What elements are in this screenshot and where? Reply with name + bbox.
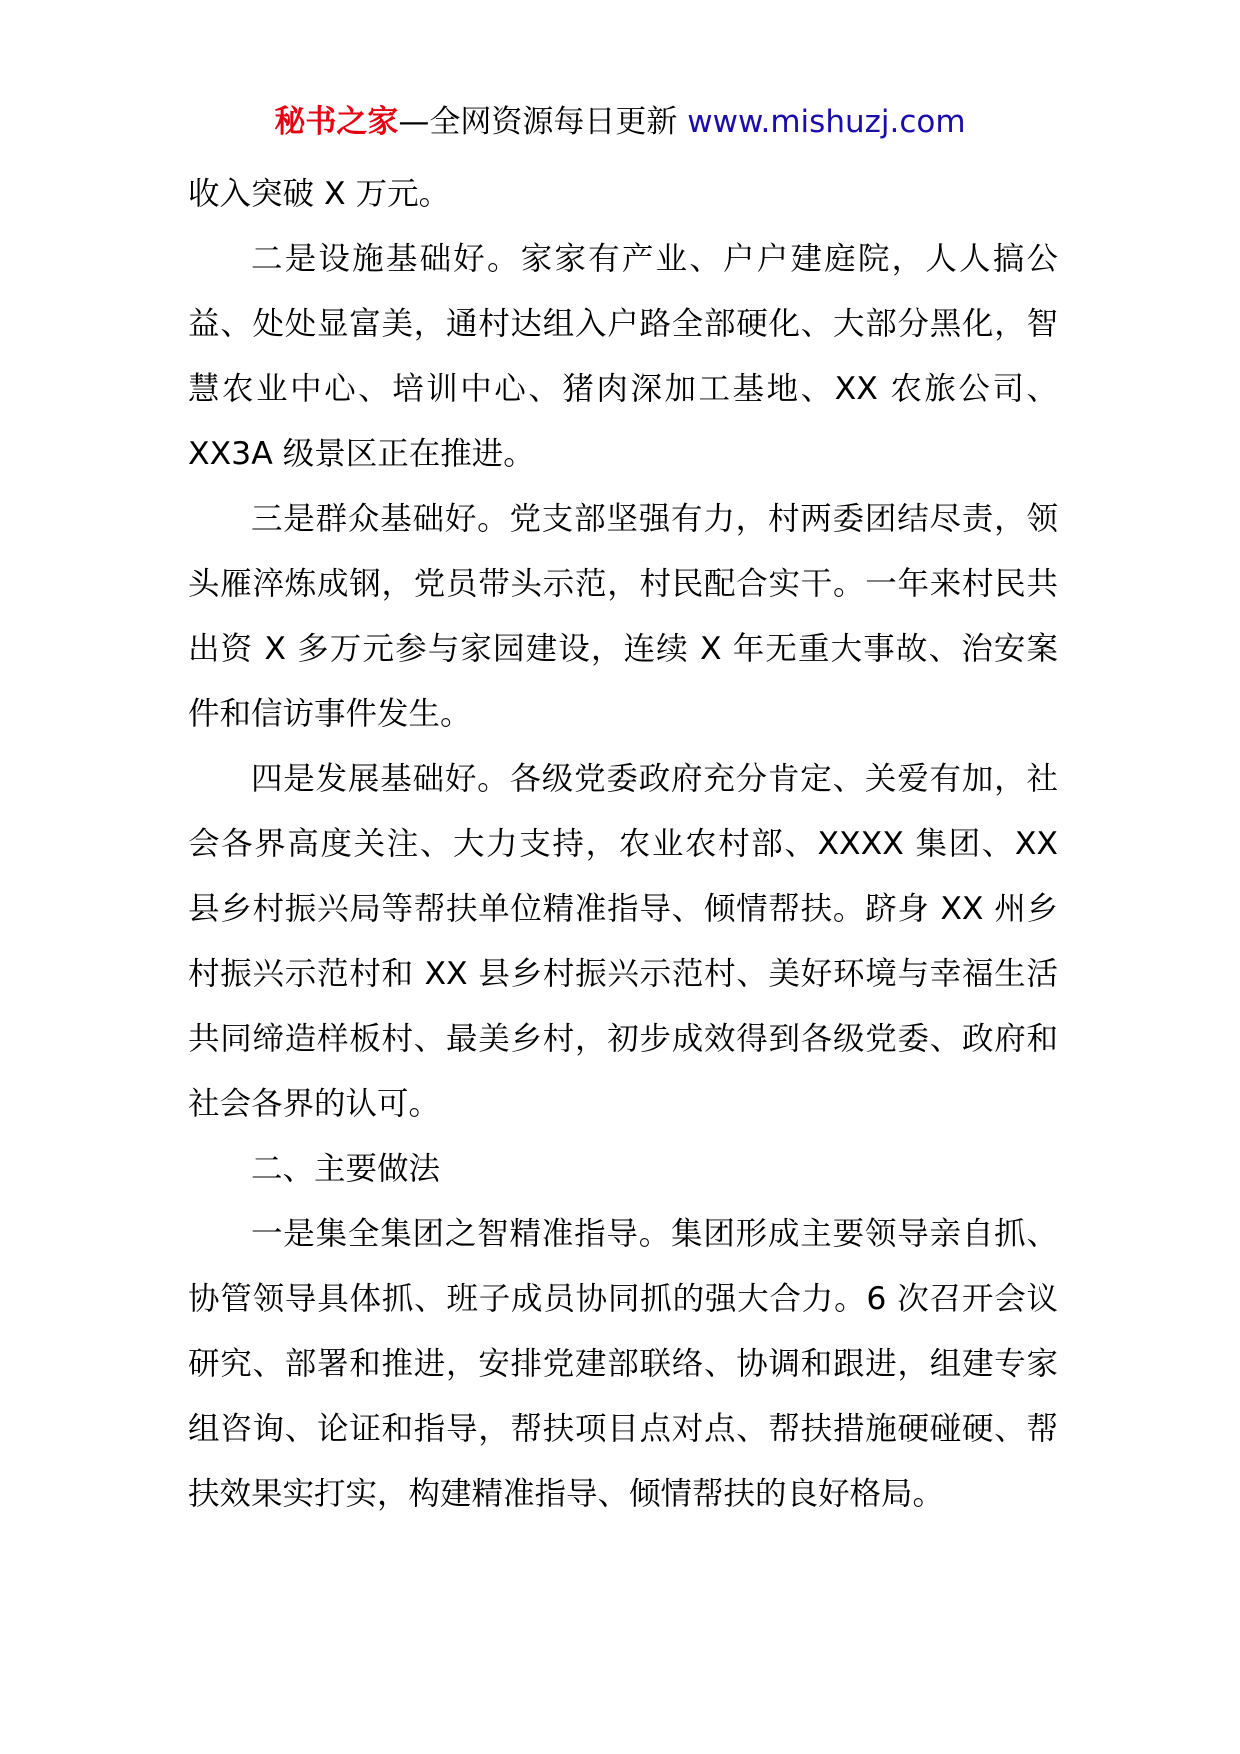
site-header [0,100,1240,144]
document-body [188,162,1058,1527]
brand-name: 秘书之家 [274,104,399,140]
paragraph-facilities: 二是设施基础好。家家有产业、户户建庭院，人人搞公益、处处显富美，通村达组入户路全部硬化、大部分黑化，智慧农业中心、培训中心、猪肉深加工基地、XX 农旅公司、XX3A 级景区正在推进。 [188,241,1058,472]
section-heading-main-practices: 二、主要做法 [251,1151,441,1187]
site-url-link[interactable]: www.mishuzj.com [687,104,966,140]
paragraph-guidance: 一是集全集团之智精准指导。集团形成主要领导亲自抓、协管领导具体抓、班子成员协同抓的强大合力。6 次召开会议研究、部署和推进，安排党建部联络、协调和跟进，组建专家组咨询、论证和指导，帮扶项目点对点、帮扶措施硬碰硬、帮扶效果实打实，构建精准指导、倾情帮扶的良好格局。 [188,1216,1058,1512]
paragraph-continuation: 收入突破 X 万元。 [188,176,451,212]
paragraph-masses: 三是群众基础好。党支部坚强有力，村两委团结尽责，领头雁淬炼成钢，党员带头示范，村民配合实干。一年来村民共出资 X 多万元参与家园建设，连续 X 年无重大事故、治安案件和信访事件发生。 [188,501,1058,732]
paragraph-development: 四是发展基础好。各级党委政府充分肯定、关爱有加，社会各界高度关注、大力支持，农业农村部、XXXX 集团、XX 县乡村振兴局等帮扶单位精准指导、倾情帮扶。跻身 XX 州乡村振兴示范村和 XX 县乡村振兴示范村、美好环境与幸福生活共同缔造样板村、最美乡村，初步成效得到各级党委、政府和社会各界的认可。 [188,761,1058,1122]
header-slogan: —全网资源每日更新 [398,104,688,140]
